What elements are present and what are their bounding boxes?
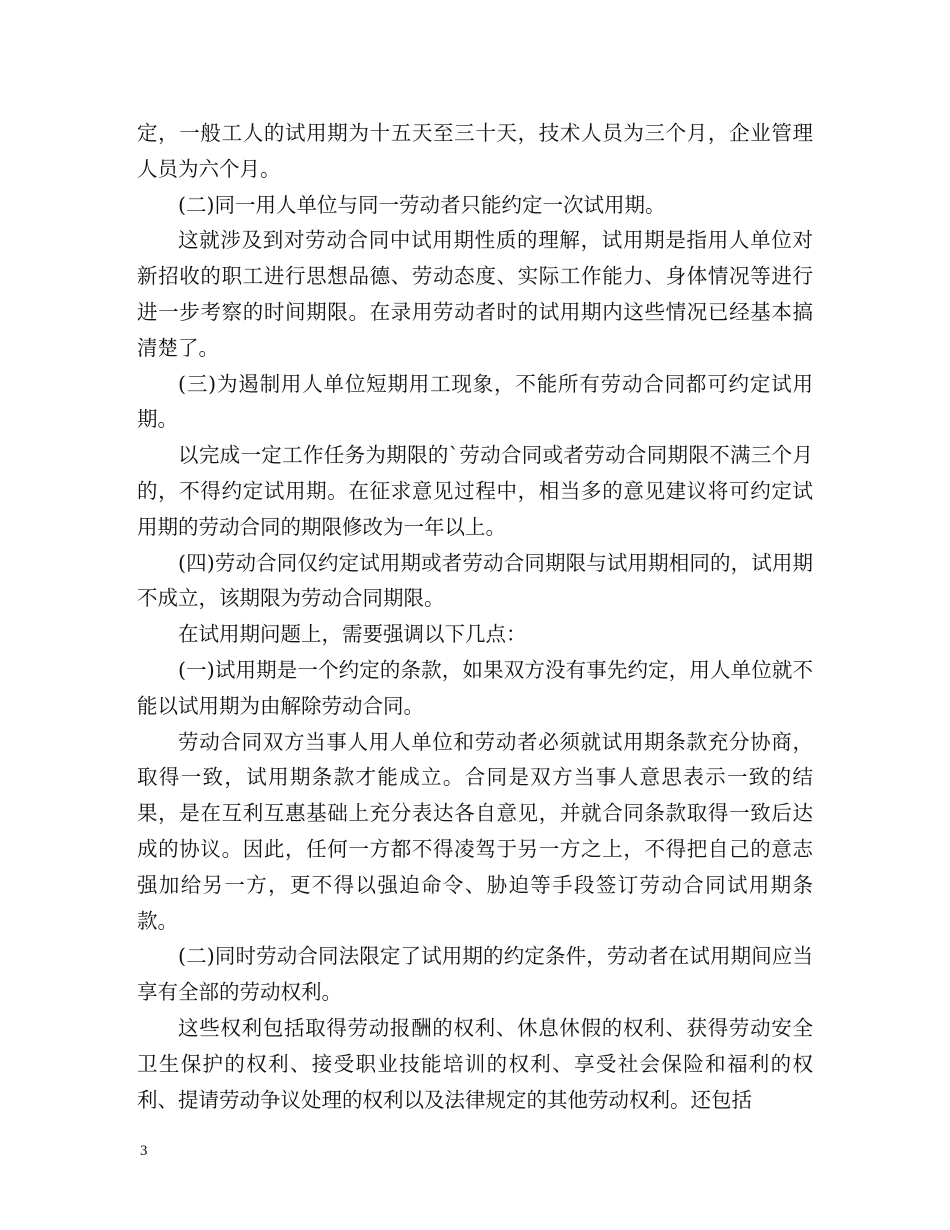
paragraph-8: 劳动合同双方当事人用人单位和劳动者必须就试用期条款充分协商，取得一致，试用期条款才能成立。合同是双方当事人意思表示一致的结果，是在互利互惠基础上充分表达各自意见，并就合同条款取得一致后达成的协议。因此，任何一方都不得凌驾于另一方之上，不得把自己的意志强加给另一方，更不得以强迫命令、胁迫等手段签订劳动合同试用期条款。	[137, 729, 813, 933]
document-body	[137, 116, 813, 1118]
paragraph-2: 这就涉及到对劳动合同中试用期性质的理解，试用期是指用人单位对新招收的职工进行思想品德、劳动态度、实际工作能力、身体情况等进行进一步考察的时间期限。在录用劳动者时的试用期内这些情况已经基本搞清楚了。	[137, 228, 813, 360]
paragraph-4: 以完成一定工作任务为期限的`劳动合同或者劳动合同期限不满三个月的，不得约定试用期。在征求意见过程中，相当多的意见建议将可约定试用期的劳动合同的期限修改为一年以上。	[137, 443, 813, 539]
page-number: 3	[140, 1143, 148, 1159]
paragraph-10: 这些权利包括取得劳动报酬的权利、休息休假的权利、获得劳动安全卫生保护的权利、接受职业技能培训的权利、享受社会保险和福利的权利、提请劳动争议处理的权利以及法律规定的其他劳动权利。还包括	[137, 1015, 813, 1112]
paragraph-6: 在试用期问题上，需要强调以下几点：	[178, 622, 527, 647]
paragraph-3: (三)为遏制用人单位短期用工现象，不能所有劳动合同都可约定试用期。	[137, 371, 813, 432]
paragraph-5: (四)劳动合同仅约定试用期或者劳动合同期限与试用期相同的，试用期不成立，该期限为劳动合同期限。	[137, 550, 813, 611]
paragraph-9: (二)同时劳动合同法限定了试用期的约定条件，劳动者在试用期间应当享有全部的劳动权利。	[137, 944, 813, 1005]
paragraph-7: (一)试用期是一个约定的条款，如果双方没有事先约定，用人单位就不能以试用期为由解除劳动合同。	[137, 657, 813, 718]
paragraph-0: 定，一般工人的试用期为十五天至三十天，技术人员为三个月，企业管理人员为六个月。	[137, 121, 813, 181]
paragraph-1: (二)同一用人单位与同一劳动者只能约定一次试用期。	[178, 192, 666, 217]
